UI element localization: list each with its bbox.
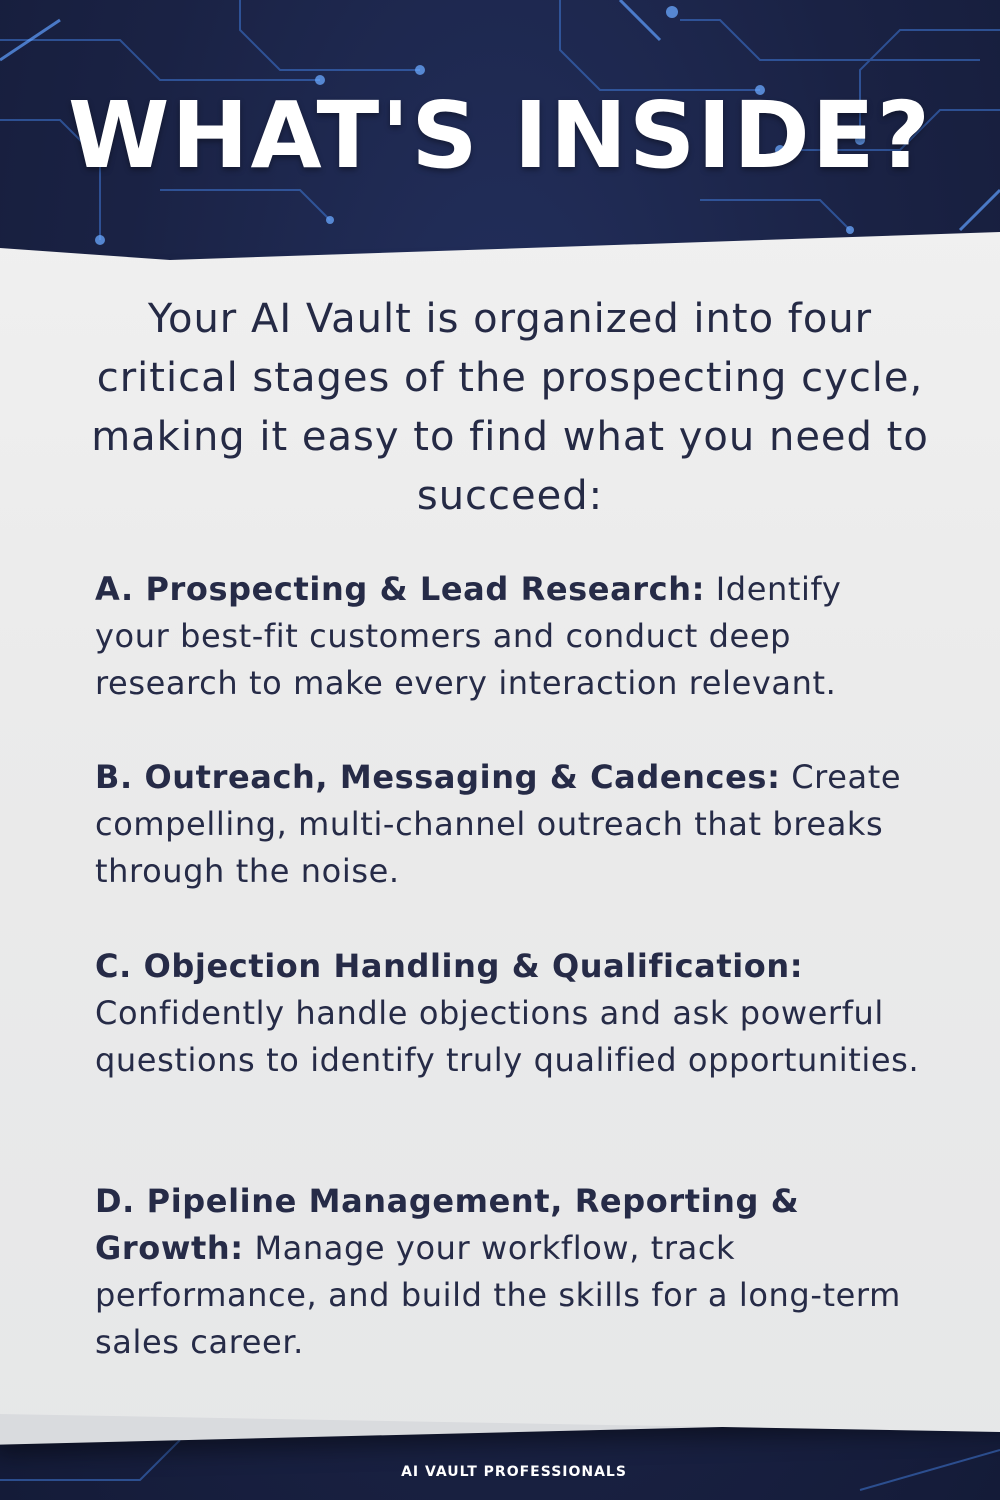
stage-c-text: Confidently handle objections and ask powerful questions to identify truly qualified opportunities. <box>95 994 920 1079</box>
stage-d-text: Manage your workflow, track performance, and build the skills for a long-term sales career. <box>95 1229 901 1361</box>
stage-d-label: D. Pipeline Management, Reporting & Growth: <box>95 1182 800 1267</box>
stage-d <box>95 1178 925 1366</box>
footer-brand: AI VAULT PROFESSIONALS <box>401 1464 627 1480</box>
intro-text: Your AI Vault is organized into four critical stages of the prospecting cycle, making it easy to find what you need to succeed: <box>91 296 929 519</box>
stage-b <box>95 754 925 895</box>
stage-a <box>95 566 925 707</box>
stage-a-text: Identify your best-fit customers and conduct deep research to make every interaction relevant. <box>95 570 842 702</box>
stage-c-label: C. Objection Handling & Qualification: <box>95 947 804 985</box>
stage-b-label: B. Outreach, Messaging & Cadences: <box>95 758 781 796</box>
stage-c <box>95 943 925 1084</box>
page-title: WHAT'S INSIDE? <box>67 82 933 189</box>
stage-b-text: Create compelling, multi-channel outreach that breaks through the noise. <box>95 758 902 890</box>
stage-a-label: A. Prospecting & Lead Research: <box>95 570 705 608</box>
